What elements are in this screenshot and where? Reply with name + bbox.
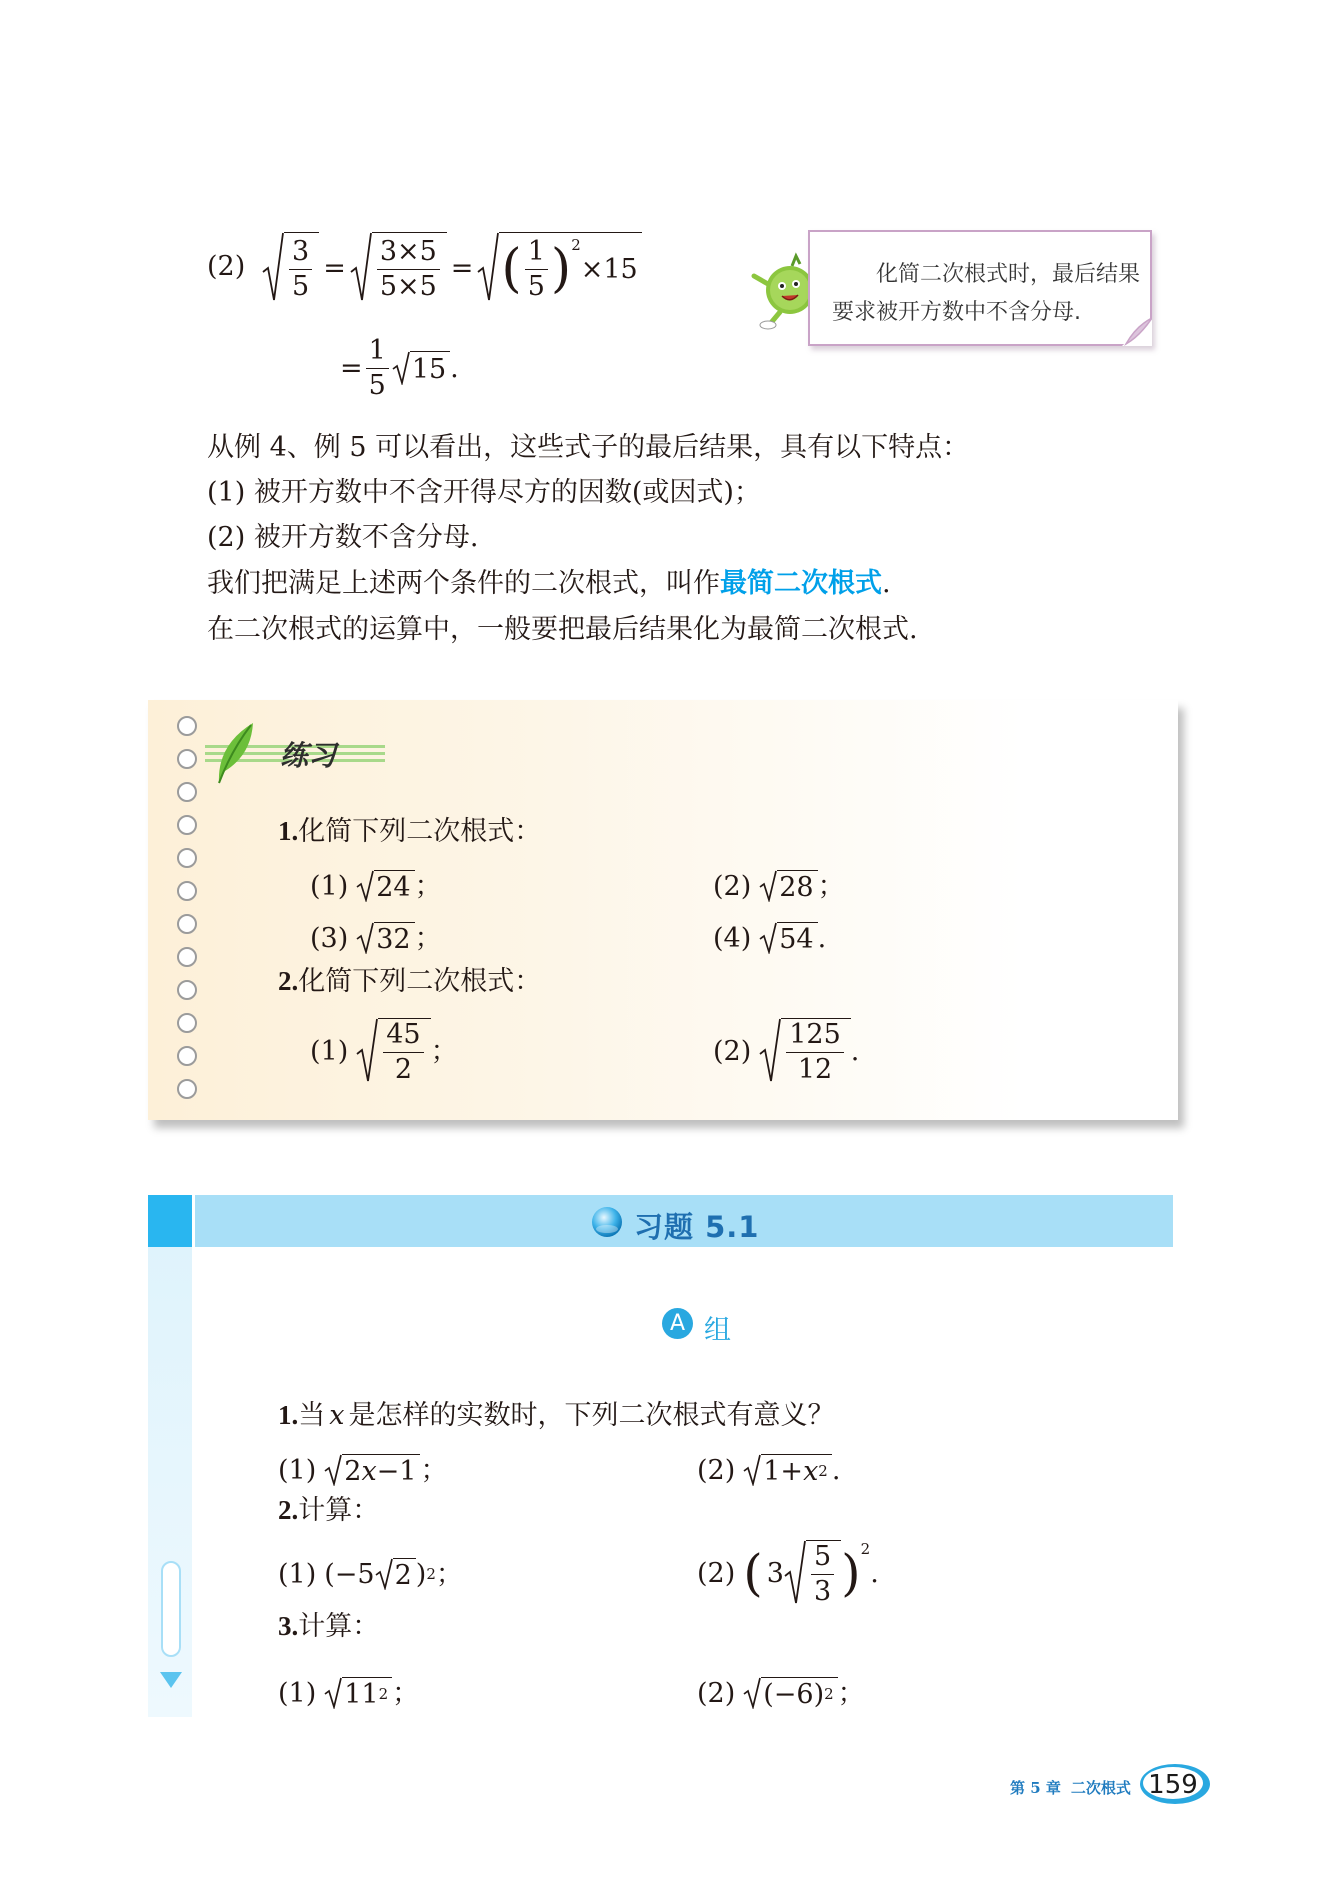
practice-q2-2: (2) $\frac{125}{12}$ .	[713, 1019, 860, 1085]
sqrt-fraction-1: $\frac{3}{5}$	[262, 232, 319, 304]
exercise-q3: 3.计算：	[278, 1611, 380, 1642]
practice-q1-1: (1) 24 ；	[310, 870, 442, 903]
tip-text: 化简二次根式时，最后结果要求被开方数中不含分母.	[832, 262, 1141, 325]
exercise-q3-1: (1) 11 2 ；	[278, 1677, 420, 1710]
practice-q1: 1.化简下列二次根式：	[278, 816, 542, 847]
body-line-1: 从例 4、例 5 可以看出，这些式子的最后结果，具有以下特点：	[207, 432, 970, 463]
exercise-q2: 2.计算：	[278, 1495, 380, 1526]
scroll-arrow-icon	[158, 1560, 184, 1690]
practice-title: 练习	[280, 739, 337, 772]
exercise-q1-2: (2) 1+ x 2 .	[697, 1454, 841, 1487]
example-label: (2)	[207, 251, 246, 282]
page-number: 159	[1148, 1770, 1198, 1800]
exercise-header-square	[148, 1195, 195, 1247]
practice-q1-3: (3) 32 ；	[310, 922, 442, 955]
group-a-badge: A	[662, 1308, 693, 1339]
tip-callout	[808, 230, 1152, 346]
group-label: 组	[704, 1315, 731, 1346]
key-term: 最简二次根式	[720, 568, 882, 599]
body-line-2: (1) 被开方数中不含开得尽方的因数(或因式)；	[207, 477, 761, 508]
exercise-q2-2: (2) ( 3 $\frac{5}{3}$ ) 2 .	[697, 1540, 879, 1607]
globe-icon	[590, 1205, 624, 1239]
page-curl-icon	[1122, 318, 1152, 346]
exercise-title: 习题 5.1	[634, 1210, 760, 1244]
exercise-q1: 1.当 x 是怎样的实数时，下列二次根式有意义？	[278, 1400, 835, 1431]
exercise-q3-2: (2) (−6) 2 ；	[697, 1677, 865, 1710]
footer-chapter: 第 5 章 二次根式	[1010, 1779, 1131, 1797]
practice-q2: 2.化简下列二次根式：	[278, 966, 542, 997]
sqrt-fraction-2: $\frac{3\times 5}{5\times 5}$	[350, 232, 447, 304]
body-line-5: 在二次根式的运算中，一般要把最后结果化为最简二次根式.	[207, 614, 918, 645]
body-line-4: 我们把满足上述两个条件的二次根式，叫作最简二次根式.	[207, 568, 891, 599]
practice-q1-4: (4) 54 .	[713, 922, 827, 955]
exercise-q1-1: (1) 2 x −1 ；	[278, 1454, 448, 1487]
example-equation-line2: = $\frac{1}{5}$ 15 .	[340, 335, 459, 401]
practice-q2-1: (1) $\frac{45}{2}$ ；	[310, 1019, 458, 1085]
practice-q1-2: (2) 28 ；	[713, 870, 845, 903]
example-equation-line1: $\frac{3}{5}$ = $\frac{3\times 5}{5\times 5}$ = ( $\frac{1}{5}$ ) 2 ×15	[262, 232, 642, 304]
sqrt-squared-fraction: ( $\frac{1}{5}$ ) 2 ×15	[477, 232, 641, 304]
body-line-3: (2) 被开方数不含分母.	[207, 522, 479, 553]
sqrt-15: 15	[392, 351, 450, 385]
exercise-q2-1: (1) (−5 2 ) 2 ；	[278, 1558, 463, 1591]
